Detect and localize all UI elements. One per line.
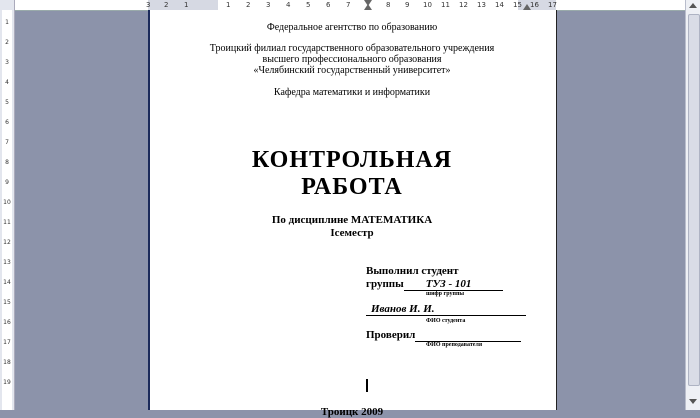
vruler-tick: 16 — [3, 319, 11, 326]
vruler-tick: 2 — [5, 39, 9, 46]
vruler-tick: 1 — [5, 19, 9, 26]
ruler-tick: 8 — [386, 1, 391, 9]
vertical-scrollbar[interactable] — [685, 0, 700, 410]
teacher-caption: ФИО преподавателя — [426, 342, 483, 348]
text-cursor — [366, 379, 368, 392]
scroll-down-arrow-icon[interactable] — [689, 399, 697, 404]
ruler-tick: 1 — [226, 1, 231, 9]
vruler-tick: 7 — [5, 139, 9, 146]
ruler-tick: 9 — [405, 1, 410, 9]
title-line-2: РАБОТА — [301, 174, 403, 200]
vruler-tick: 18 — [3, 359, 11, 366]
vruler-tick: 4 — [5, 79, 9, 86]
scrollbar-thumb[interactable] — [688, 14, 700, 386]
branch-line-2: высшего профессионального образования — [262, 54, 442, 65]
ruler-left-margin — [148, 0, 218, 10]
ruler-tick: 11 — [441, 1, 450, 9]
vertical-ruler[interactable] — [0, 0, 15, 410]
ruler-tick: 10 — [423, 1, 432, 9]
ruler-tick: 3 — [146, 1, 151, 9]
vruler-tick: 10 — [3, 199, 11, 206]
group-underline-left — [404, 278, 426, 291]
scroll-up-arrow-icon[interactable] — [689, 3, 697, 8]
student-caption: ФИО студента — [426, 318, 466, 324]
branch-line-1: Троицкий филиал государственного образовательного учреждения — [209, 43, 495, 54]
ruler-tick: 4 — [286, 1, 291, 9]
done-by-label: Выполнил студент — [366, 265, 459, 277]
discipline-line: По дисциплине МАТЕМАТИКА — [271, 214, 433, 226]
ruler-tick: 2 — [164, 1, 169, 9]
vruler-tick: 5 — [5, 99, 9, 106]
vruler-tick: 15 — [3, 299, 11, 306]
ruler-tick: 5 — [306, 1, 311, 9]
checked-line — [366, 329, 526, 342]
semester-line: Iсеместр — [330, 227, 374, 239]
title-line-1: КОНТРОЛЬНАЯ — [251, 147, 453, 173]
vruler-tick: 9 — [5, 179, 9, 186]
group-value: ТУЗ - 101 — [425, 278, 472, 290]
vruler-tick: 8 — [5, 159, 9, 166]
group-label: группы — [366, 278, 404, 290]
vruler-tick: 13 — [3, 259, 11, 266]
ruler-tick: 12 — [459, 1, 468, 9]
checked-underline — [415, 329, 521, 342]
vruler-tick: 19 — [3, 379, 11, 386]
document-page[interactable] — [148, 10, 556, 418]
department-line: Кафедра математики и информатики — [273, 87, 431, 98]
vruler-tick: 3 — [5, 59, 9, 66]
group-underline-right — [471, 278, 503, 291]
vruler-tick: 6 — [5, 119, 9, 126]
branch-line-3: «Челябинский государственный университет» — [253, 65, 451, 76]
student-name: Иванов И. И. — [366, 303, 526, 316]
vruler-tick: 12 — [3, 239, 11, 246]
ruler-tick: 13 — [477, 1, 486, 9]
ruler-tick: 16 — [530, 1, 539, 9]
student-line — [366, 303, 528, 316]
ruler-tick: 15 — [513, 1, 522, 9]
footer-city-year: Троицк 2009 — [320, 406, 384, 418]
ruler-tick: 3 — [266, 1, 271, 9]
ruler-tick: 7 — [346, 1, 351, 9]
checked-by-label: Проверил — [366, 329, 416, 341]
ruler-tick: 2 — [246, 1, 251, 9]
vruler-tick: 11 — [3, 219, 11, 226]
ruler-tick: 14 — [495, 1, 504, 9]
group-caption: шифр группы — [426, 291, 465, 297]
agency-line: Федеральное агентство по образованию — [266, 22, 438, 33]
vertical-ruler-page-area — [2, 10, 12, 410]
ruler-tick: 17 — [548, 1, 557, 9]
ruler-tick: 1 — [184, 1, 189, 9]
ruler-tick: 6 — [326, 1, 331, 9]
vruler-tick: 17 — [3, 339, 11, 346]
vruler-tick: 14 — [3, 279, 11, 286]
group-line — [366, 278, 526, 291]
